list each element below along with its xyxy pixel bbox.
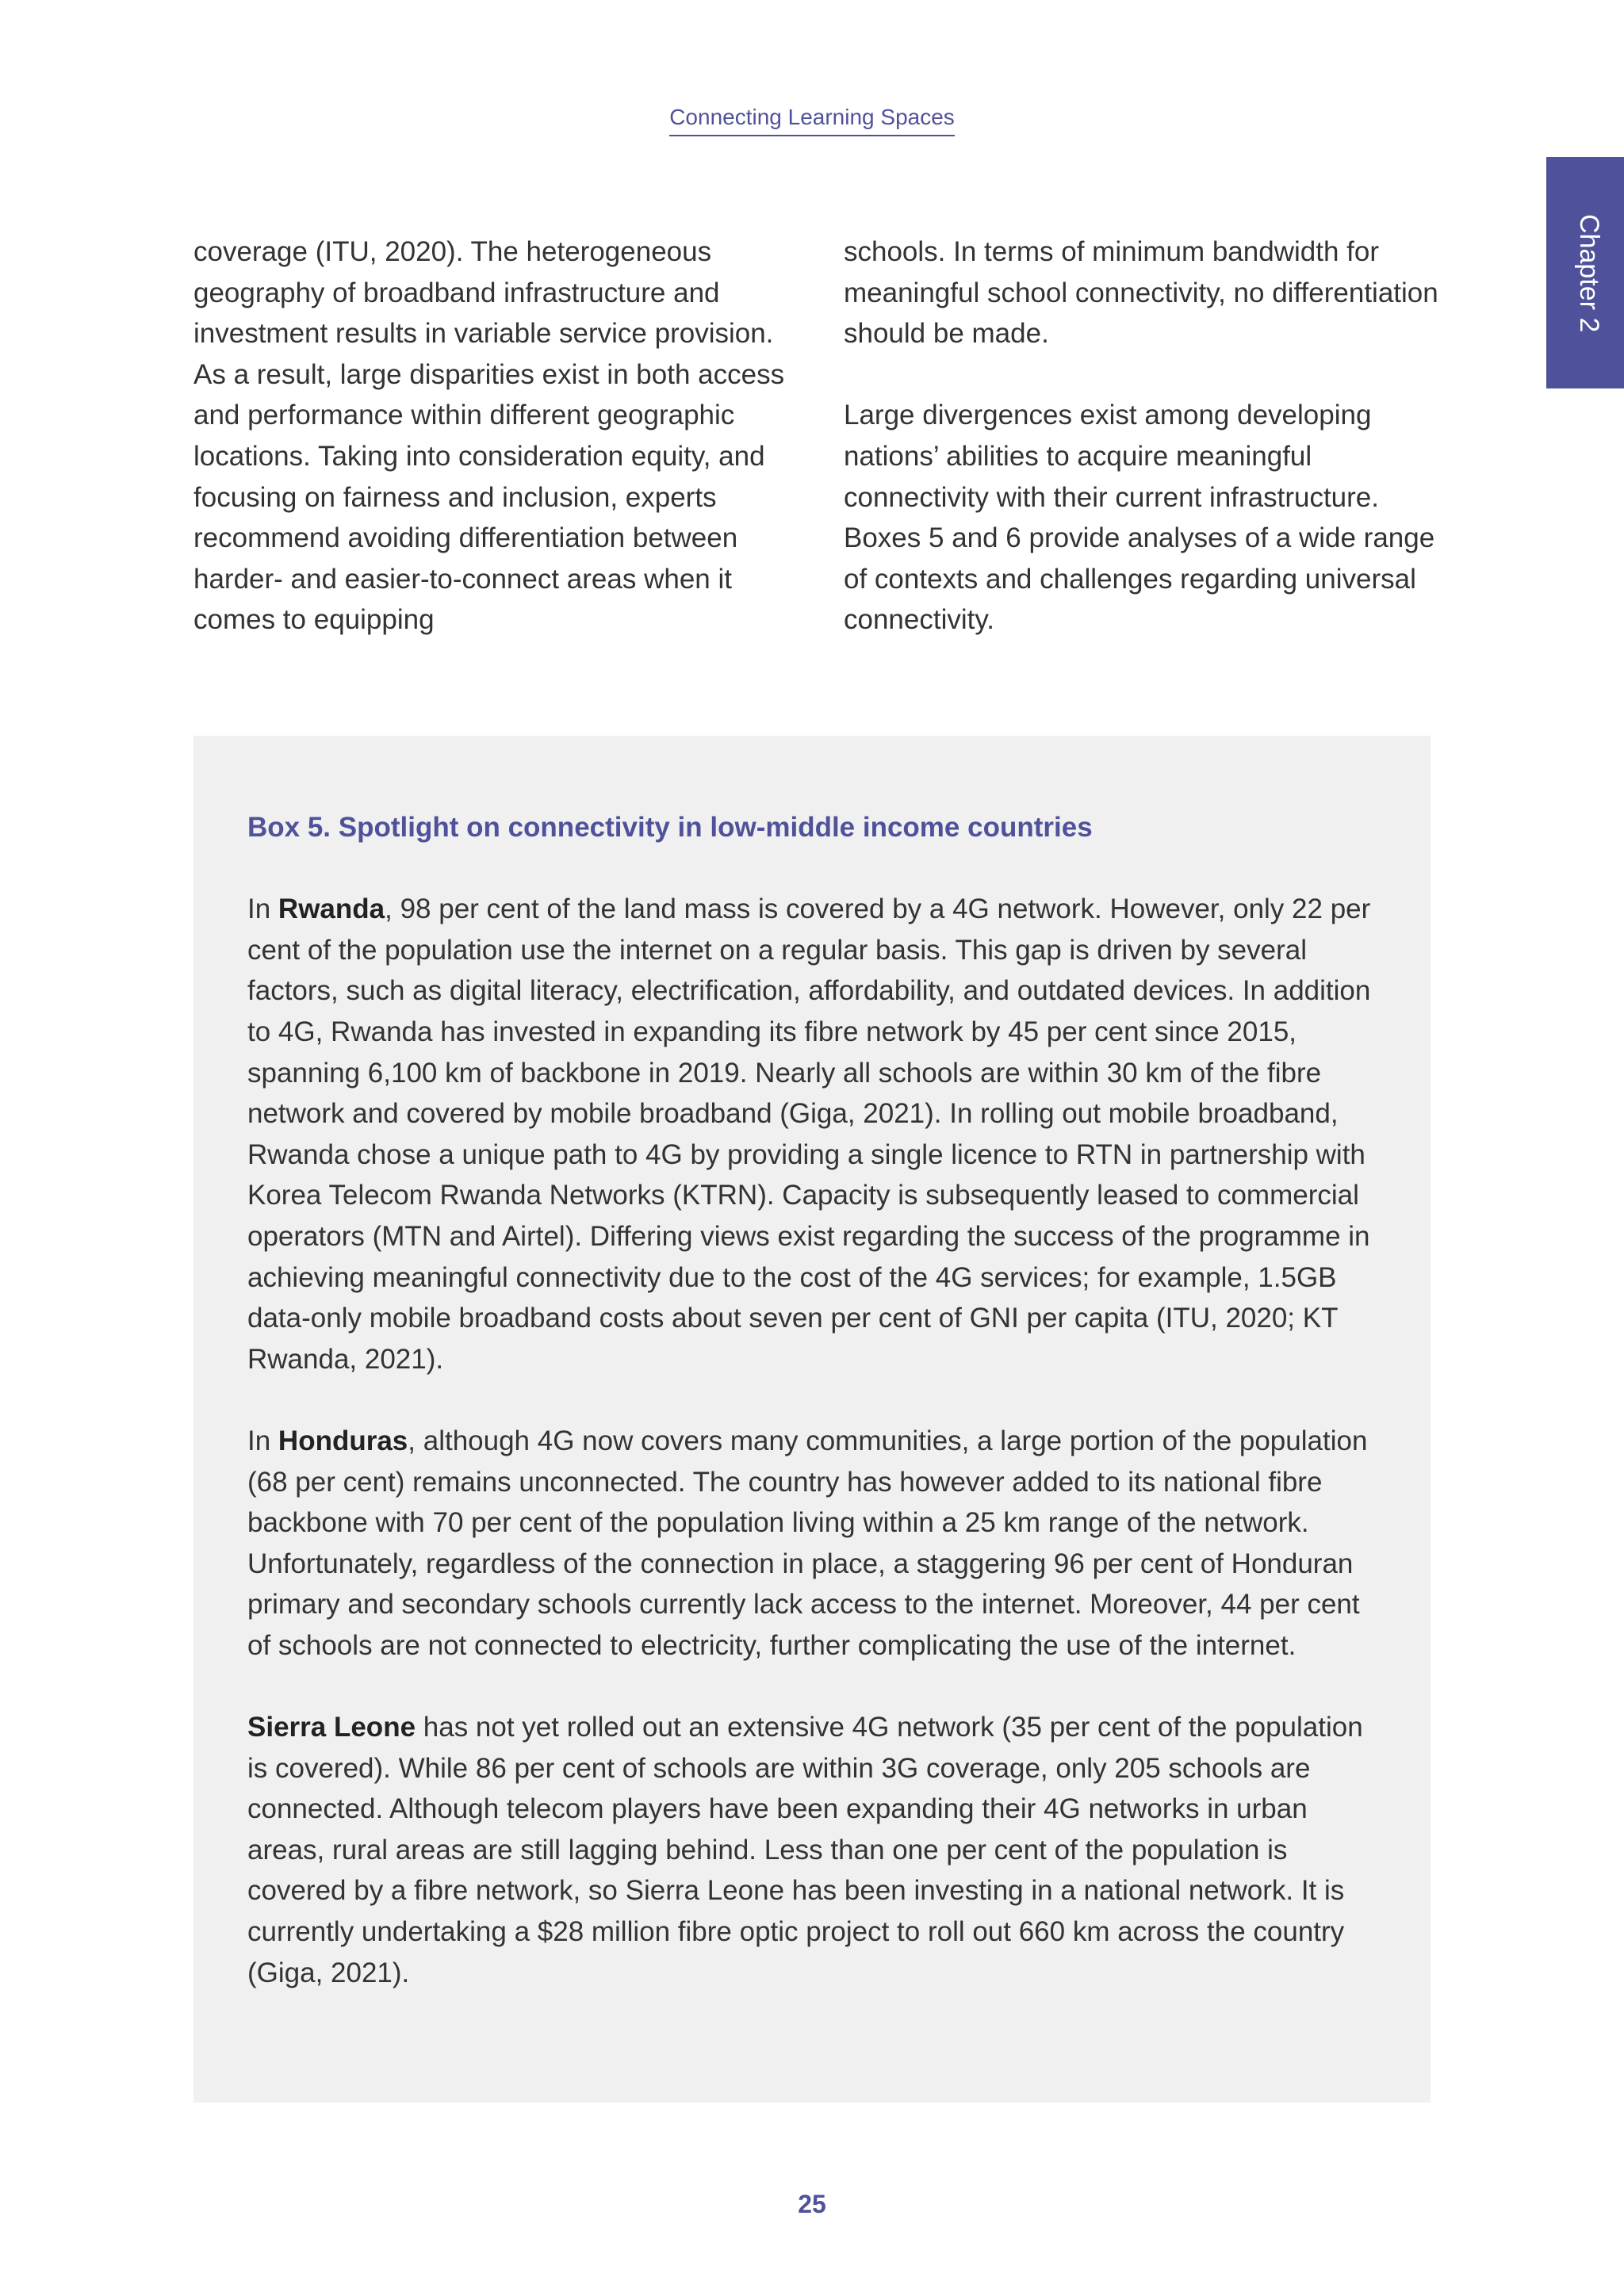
sierra-leone-text: has not yet rolled out an extensive 4G network (35 per cent of the population is covered). While 86 per cent of schools are within 3G coverage, only 205 schools are connected. Although telecom players have been expanding their 4G networks in urban areas, rural areas are still lagging behind. Less than one per cent of the population is covered by a fibre network, so Sierra Leone has been investing in a national network. It is currently undertaking a $28 million fibre optic project to roll out 660 km across the country (Giga, 2021).	[247, 1712, 1363, 1988]
sierra-leone-country: Sierra Leone	[247, 1712, 416, 1743]
rwanda-lead: In	[247, 894, 278, 925]
page-number: 25	[798, 2190, 826, 2218]
honduras-text: , although 4G now covers many communities, a large portion of the population (68 per cent) remains unconnected. The country has however added to its national fibre backbone with 70 per cent of the population living within a 25 km range of the network. Unfortunately, regardless of the connection in place, a staggering 96 per cent of Honduran primary and secondary schools currently lack access to the internet. Moreover, 44 per cent of schools are not connected to electricity, further complicating the use of the internet.	[247, 1425, 1368, 1661]
left-paragraph-1: coverage (ITU, 2020). The heterogeneous geography of broadband infrastructure and investment results in variable service provision. As a result, large disparities exist in both access and performance within different geographic locations. Taking into consideration equity, and focusing on fairness and inclusion, experts recommend avoiding differentiation between harder- and easier-to-connect areas when it comes to equipping	[193, 236, 785, 636]
chapter-tab	[1546, 157, 1624, 388]
honduras-lead: In	[247, 1425, 278, 1456]
left-column	[193, 232, 804, 641]
honduras-paragraph	[247, 1421, 1389, 1667]
right-column	[844, 232, 1446, 641]
right-paragraph-1: schools. In terms of minimum bandwidth for meaningful school connectivity, no differentiation should be made.	[844, 236, 1438, 350]
running-header	[0, 105, 1624, 136]
sierra-leone-paragraph	[247, 1707, 1389, 1993]
rwanda-text: , 98 per cent of the land mass is covered by a 4G network. However, only 22 per cent of the population use the internet on a regular basis. This gap is driven by several factors, such as digital literacy, electrification, affordability, and outdated devices. In addition to 4G, Rwanda has invested in expanding its fibre network by 45 per cent since 2015, spanning 6,100 km of backbone in 2019. Nearly all schools are within 30 km of the fibre network and covered by mobile broadband (Giga, 2021). In rolling out mobile broadband, Rwanda chose a unique path to 4G by providing a single licence to RTN in partnership with Korea Telecom Rwanda Networks (KTRN). Capacity is subsequently leased to commercial operators (MTN and Airtel). Differing views exist regarding the success of the programme in achieving meaningful connectivity due to the cost of the 4G services; for example, 1.5GB data-only mobile broadband costs about seven per cent of GNI per capita (ITU, 2020; KT Rwanda, 2021).	[247, 894, 1371, 1375]
spotlight-box	[193, 736, 1431, 2103]
right-paragraph-2: Large divergences exist among developing nations’ abilities to acquire meaningful connectivity with their current infrastructure. Boxes 5 and 6 provide analyses of a wide range of contexts and challenges regarding universal connectivity.	[844, 400, 1435, 636]
honduras-country: Honduras	[278, 1425, 408, 1456]
spotlight-box-content	[247, 807, 1389, 1993]
running-title: Connecting Learning Spaces	[669, 105, 955, 136]
chapter-tab-label: Chapter 2	[1574, 214, 1604, 333]
rwanda-paragraph	[247, 889, 1389, 1380]
box-title: Box 5. Spotlight on connectivity in low-middle income countries	[247, 812, 1093, 843]
rwanda-country: Rwanda	[278, 894, 385, 925]
